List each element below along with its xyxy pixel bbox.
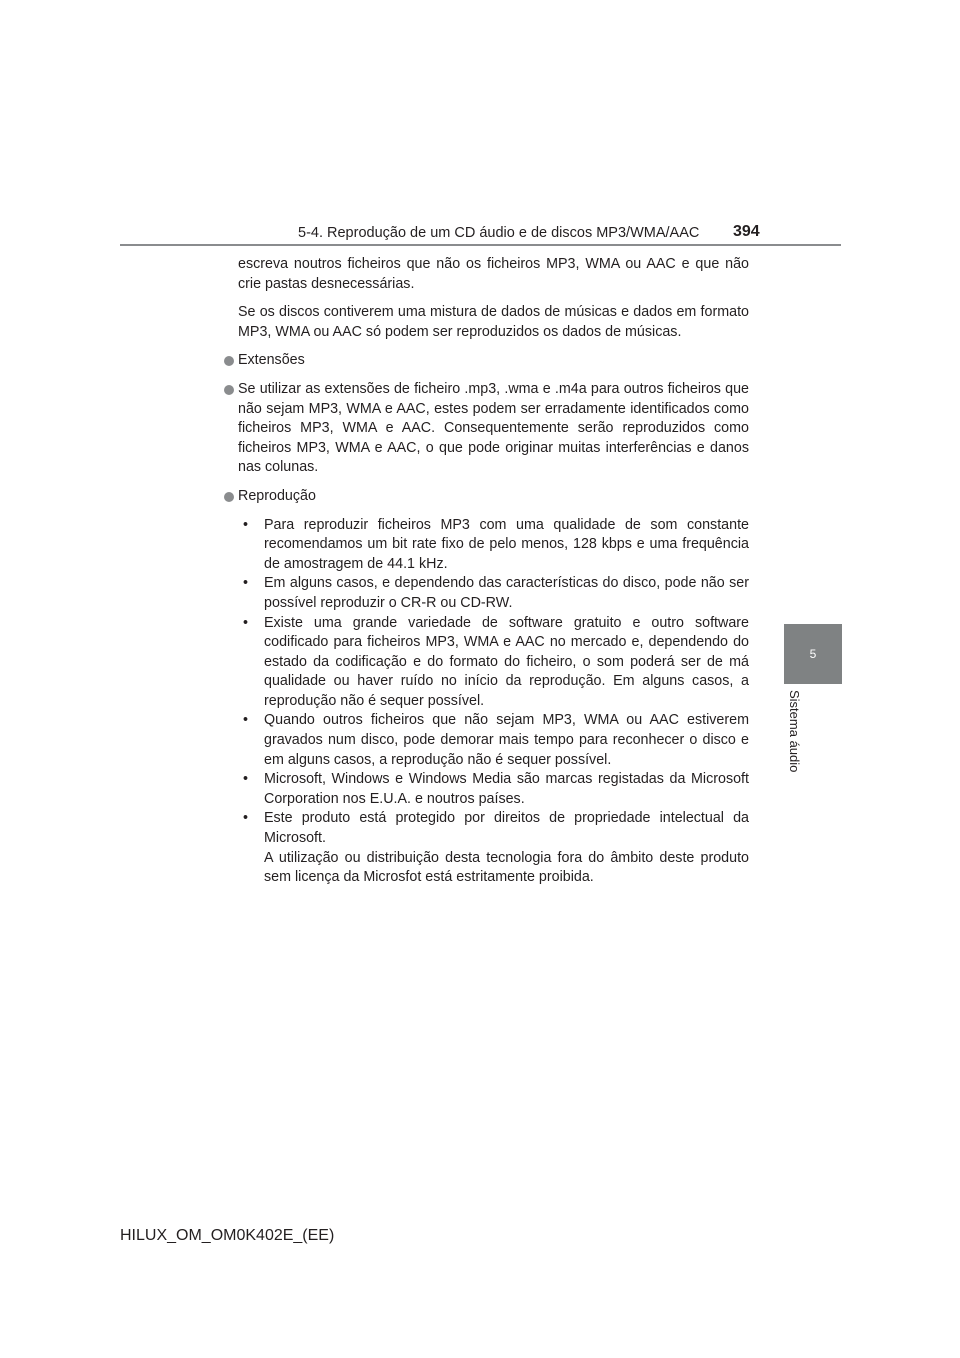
bullet-dot-icon	[224, 356, 234, 366]
sub-list-item	[238, 809, 749, 887]
sub-bullet-icon: •	[243, 810, 249, 827]
sub-bullet-icon: •	[243, 614, 249, 631]
chapter-label: Sistema áudio	[787, 690, 802, 773]
bullet-heading: Extensões	[238, 352, 305, 369]
sub-list-item	[238, 516, 749, 575]
bullet-dot-icon	[224, 492, 234, 502]
sub-bullet-icon: •	[243, 771, 249, 788]
bullet-dot-icon	[224, 385, 234, 395]
bullet-item	[224, 487, 749, 507]
sub-item-text: Quando outros ficheiros que não sejam MP3, WMA ou AAC estiverem gravados num disco, pode demorar mais tempo para reconhecer o disco e em alguns casos, a reprodução não é sequer possível.	[264, 712, 749, 768]
paragraph: escreva noutros ficheiros que não os ficheiros MP3, WMA ou AAC e que não crie pastas desnecessárias.	[238, 256, 749, 292]
bullet-text: Se utilizar as extensões de ficheiro .mp3, .wma e .m4a para outros ficheiros que não sejam MP3, WMA e AAC, estes podem ser erradamente identificados como ficheiros MP3, WMA e AAC. Consequentemente serão reproduzidos como ficheiros MP3, WMA e AAC, o que pode originar muitas interferências e danos nas colunas.	[238, 380, 749, 476]
header-divider	[120, 244, 841, 246]
page-number: 394	[733, 223, 760, 240]
sub-item-text: Para reproduzir ficheiros MP3 com uma qualidade de som constante recomendamos um bit rate fixo de pelo menos, 128 kbps e uma frequência de amostragem de 44.1 kHz.	[264, 516, 749, 572]
bullet-item	[224, 351, 749, 371]
chapter-number: 5	[809, 647, 817, 661]
sub-bullet-icon: •	[243, 712, 249, 729]
sub-list-item	[238, 614, 749, 712]
document-code: HILUX_OM_OM0K402E_(EE)	[120, 1227, 335, 1244]
sub-list-item	[238, 770, 749, 809]
sub-list-item	[238, 574, 749, 613]
section-title: 5-4. Reprodução de um CD áudio e de discos MP3/WMA/AAC	[298, 225, 700, 241]
sub-item-text: Este produto está protegido por direitos de propriedade intelectual da Microsoft.	[264, 810, 749, 847]
sub-bullet-icon: •	[243, 516, 249, 533]
page-content	[224, 255, 749, 888]
sub-item-text: Em alguns casos, e dependendo das características do disco, pode não ser possível reproduzir o CR-R ou CD-RW.	[264, 575, 749, 611]
bullet-heading: Reprodução	[238, 487, 316, 504]
chapter-tab[interactable]	[784, 624, 842, 684]
sub-bullet-icon: •	[243, 575, 249, 592]
sub-item-continuation: A utilização ou distribuição desta tecnologia fora do âmbito deste produto sem licença da Microsfot está estritamente proibida.	[264, 849, 749, 886]
bullet-item	[224, 380, 749, 478]
sub-item-text: Microsoft, Windows e Windows Media são marcas registadas da Microsoft Corporation nos E.U.A. e noutros países.	[264, 771, 749, 807]
sub-item-text: Existe uma grande variedade de software gratuito e outro software codificado para ficheiros MP3, WMA e AAC no mercado e, dependendo do estado da codificação e do formato do ficheiro, o som poderá ser de má qualidade ou haver ruído no início da reprodução. Em alguns casos, a reprodução não é sequer possível.	[264, 614, 749, 709]
sub-list-item	[238, 711, 749, 770]
paragraph: Se os discos contiverem uma mistura de dados de músicas e dados em formato MP3, WMA ou AAC só podem ser reproduzidos os dados de músicas.	[238, 304, 749, 340]
